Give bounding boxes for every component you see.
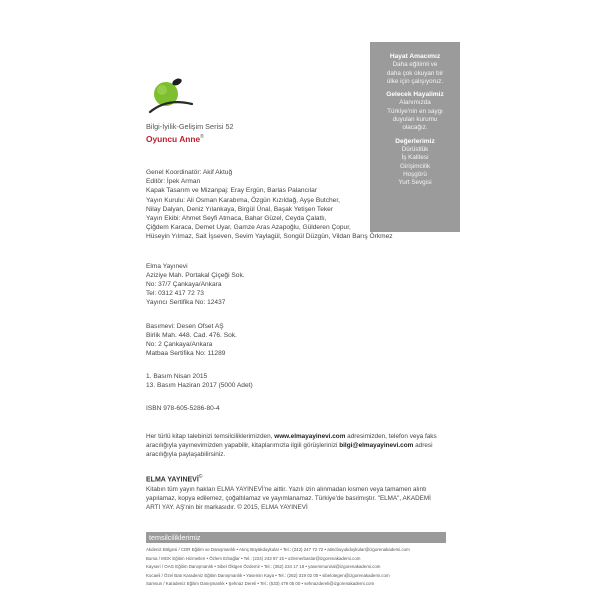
- series-name: Bilgi-İyilik-Gelişim Serisi 52: [146, 122, 234, 131]
- printer-address: [146, 322, 237, 358]
- credit-line: Nilay Dalyan, Deniz Yılankaya, Birgül Ünal, Başak Yetişen Teker: [146, 205, 334, 213]
- value-item: Girişimcilik: [399, 162, 431, 170]
- representative-item: Akdeniz Bölgesi / CDR Eğitim ve Danışmanlık • Atınç Büyükduykular • Tel.: (242) 247 72 72 • atincbuyukduykular@izgorenakademi.com: [146, 547, 410, 552]
- edition-info: [146, 372, 253, 390]
- representatives-label: temsilciliklerimiz: [146, 532, 446, 543]
- edition-line: 13. Basım Haziran 2017 (5000 Adet): [146, 382, 253, 390]
- rights-text: Kitabın tüm yayın hakları ELMA YAYINEVİ'ne aittir. Yazılı izin alınmadan kısmen veya tamamen alıntı yapılamaz, kopya edilemez, çoğaltılamaz ve yayımlanamaz. Türkiye'de basılmıştır. "ELMA", AKADEMİ ARTI YAY. AŞ'nin bir markasıdır. © 2015, ELMA YAYINEVİ: [146, 486, 431, 511]
- dream-line: Alanımızda: [399, 99, 431, 107]
- printer-line: Basımevi: Desen Ofset AŞ: [146, 323, 224, 330]
- dream-line: olacağız.: [402, 124, 428, 132]
- purpose-line: Daha eğitimli ve: [392, 61, 438, 69]
- representative-item: Bursa / MGK Eğitim Hizmetleri • Özlem Erbağlar • Tel.: (224) 243 87 15 • ozlemerbaslar@izgorenakademi.com: [146, 555, 361, 561]
- credit-line: Yayın Kurulu: Ali Osman Karabıma, Özgün Kızıldağ, Ayşe Butcher,: [146, 196, 341, 204]
- publisher-line: No: 37/7 Çankaya/Ankara: [146, 281, 222, 289]
- email-link[interactable]: bilgi@elmayayinevi.com: [339, 442, 414, 450]
- isbn: ISBN 978-605-5286-80-4: [146, 405, 220, 412]
- credit-line: Yayın Ekibi: Ahmet Seyfi Atmaca, Bahar Güzel, Ceyda Çalatlı,: [146, 215, 327, 223]
- printer-line: Birlik Mah. 448. Cad. 476. Sok.: [146, 332, 237, 340]
- representative-item: Samsun / Karadeniz Eğitim Danışmanlık • Şehnaz Dereli • Tel.: (533) 479 05 00 • sehnazdereli@izgorenakademi.com: [146, 581, 375, 587]
- publisher-line: Elma Yayınevi: [146, 263, 188, 270]
- value-item: İş Kalitesi: [401, 154, 429, 162]
- rights-heading: ELMA YAYINEVİ©: [146, 474, 203, 484]
- purpose-line: ülke için çalışıyoruz.: [386, 77, 444, 85]
- credit-line: Genel Koordinatör: Akif Aktuğ: [146, 169, 233, 176]
- dream-heading: Gelecek Hayalimiz: [386, 91, 444, 99]
- representative-item: Kayseri / OAG Eğitim Danışmanlık • Sibel Öktgen Özdemir • Tel.: (352) 234 17 18 • yasemmuniral@izgorenakademi.com: [146, 564, 381, 570]
- contact-paragraph: Her türlü kitap talebinizi temsilciliklerimizden, www.elmayayinevi.com adresimizden, telefon veya faks aracılığıyla yayınevimizden yapabilir, kitaplarımızla ilgili görüşlerinizi bilgi@elmayayinevi.com adresi aracılığıyla paylaşabilirsiniz.: [146, 433, 437, 459]
- dream-line: duyulan kurumu: [392, 116, 438, 124]
- representatives-list: [146, 546, 466, 589]
- website-link[interactable]: www.elmayayinevi.com: [274, 433, 346, 440]
- publisher-line: Aziziye Mah. Portakal Çiçeği Sok.: [146, 272, 245, 280]
- publisher-line: Yayıncı Sertifika No: 12437: [146, 299, 226, 307]
- publisher-address: [146, 262, 245, 307]
- credit-line: Hüseyin Yılmaz, Sait İşseven, Sevim Yaylagül, Songül Düzgün, Vildan Barış Örkmez: [146, 233, 393, 241]
- values-heading: Değerlerimiz: [395, 137, 435, 145]
- value-item: Hoşgörü: [403, 170, 427, 178]
- publisher-line: Tel: 0312 417 72 73: [146, 290, 204, 298]
- value-item: Yurt Sevgisi: [398, 179, 432, 187]
- credit-line: Çiğdem Karaca, Demet Uyar, Gamze Aras Azapoğlu, Gülderen Çopur,: [146, 224, 351, 232]
- credit-line: Kapak Tasarım ve Mizanpaj: Eray Ergün, Barlas Palancılar: [146, 187, 318, 195]
- printer-line: No: 2 Çankaya/Ankara: [146, 341, 213, 349]
- printer-line: Matbaa Sertifika No: 11289: [146, 350, 226, 358]
- purpose-line: daha çok okuyan bir: [386, 69, 444, 77]
- purpose-heading: Hayat Amacımız: [389, 53, 441, 60]
- edition-line: 1. Basım Nisan 2015: [146, 373, 208, 380]
- credit-line: Editör: İpek Arman: [146, 178, 201, 186]
- registered-mark: ®: [200, 134, 204, 141]
- representative-item: Kocaeli / Özel Batı Karadeniz Eğitim Danışmanlık • Yasemin Kaya • Tel.: (262) 319 02 00 • sibelotegen@izgorenakademi.com: [146, 572, 390, 578]
- dream-line: Türkiye'nin en saygı: [387, 107, 443, 115]
- elma-apple-logo-icon: [146, 76, 194, 120]
- values-sidebar: [370, 42, 460, 232]
- copyright-mark: ©: [198, 474, 203, 480]
- value-item: Dürüstlük: [401, 145, 429, 153]
- book-title: Oyuncu Anne®: [146, 134, 204, 144]
